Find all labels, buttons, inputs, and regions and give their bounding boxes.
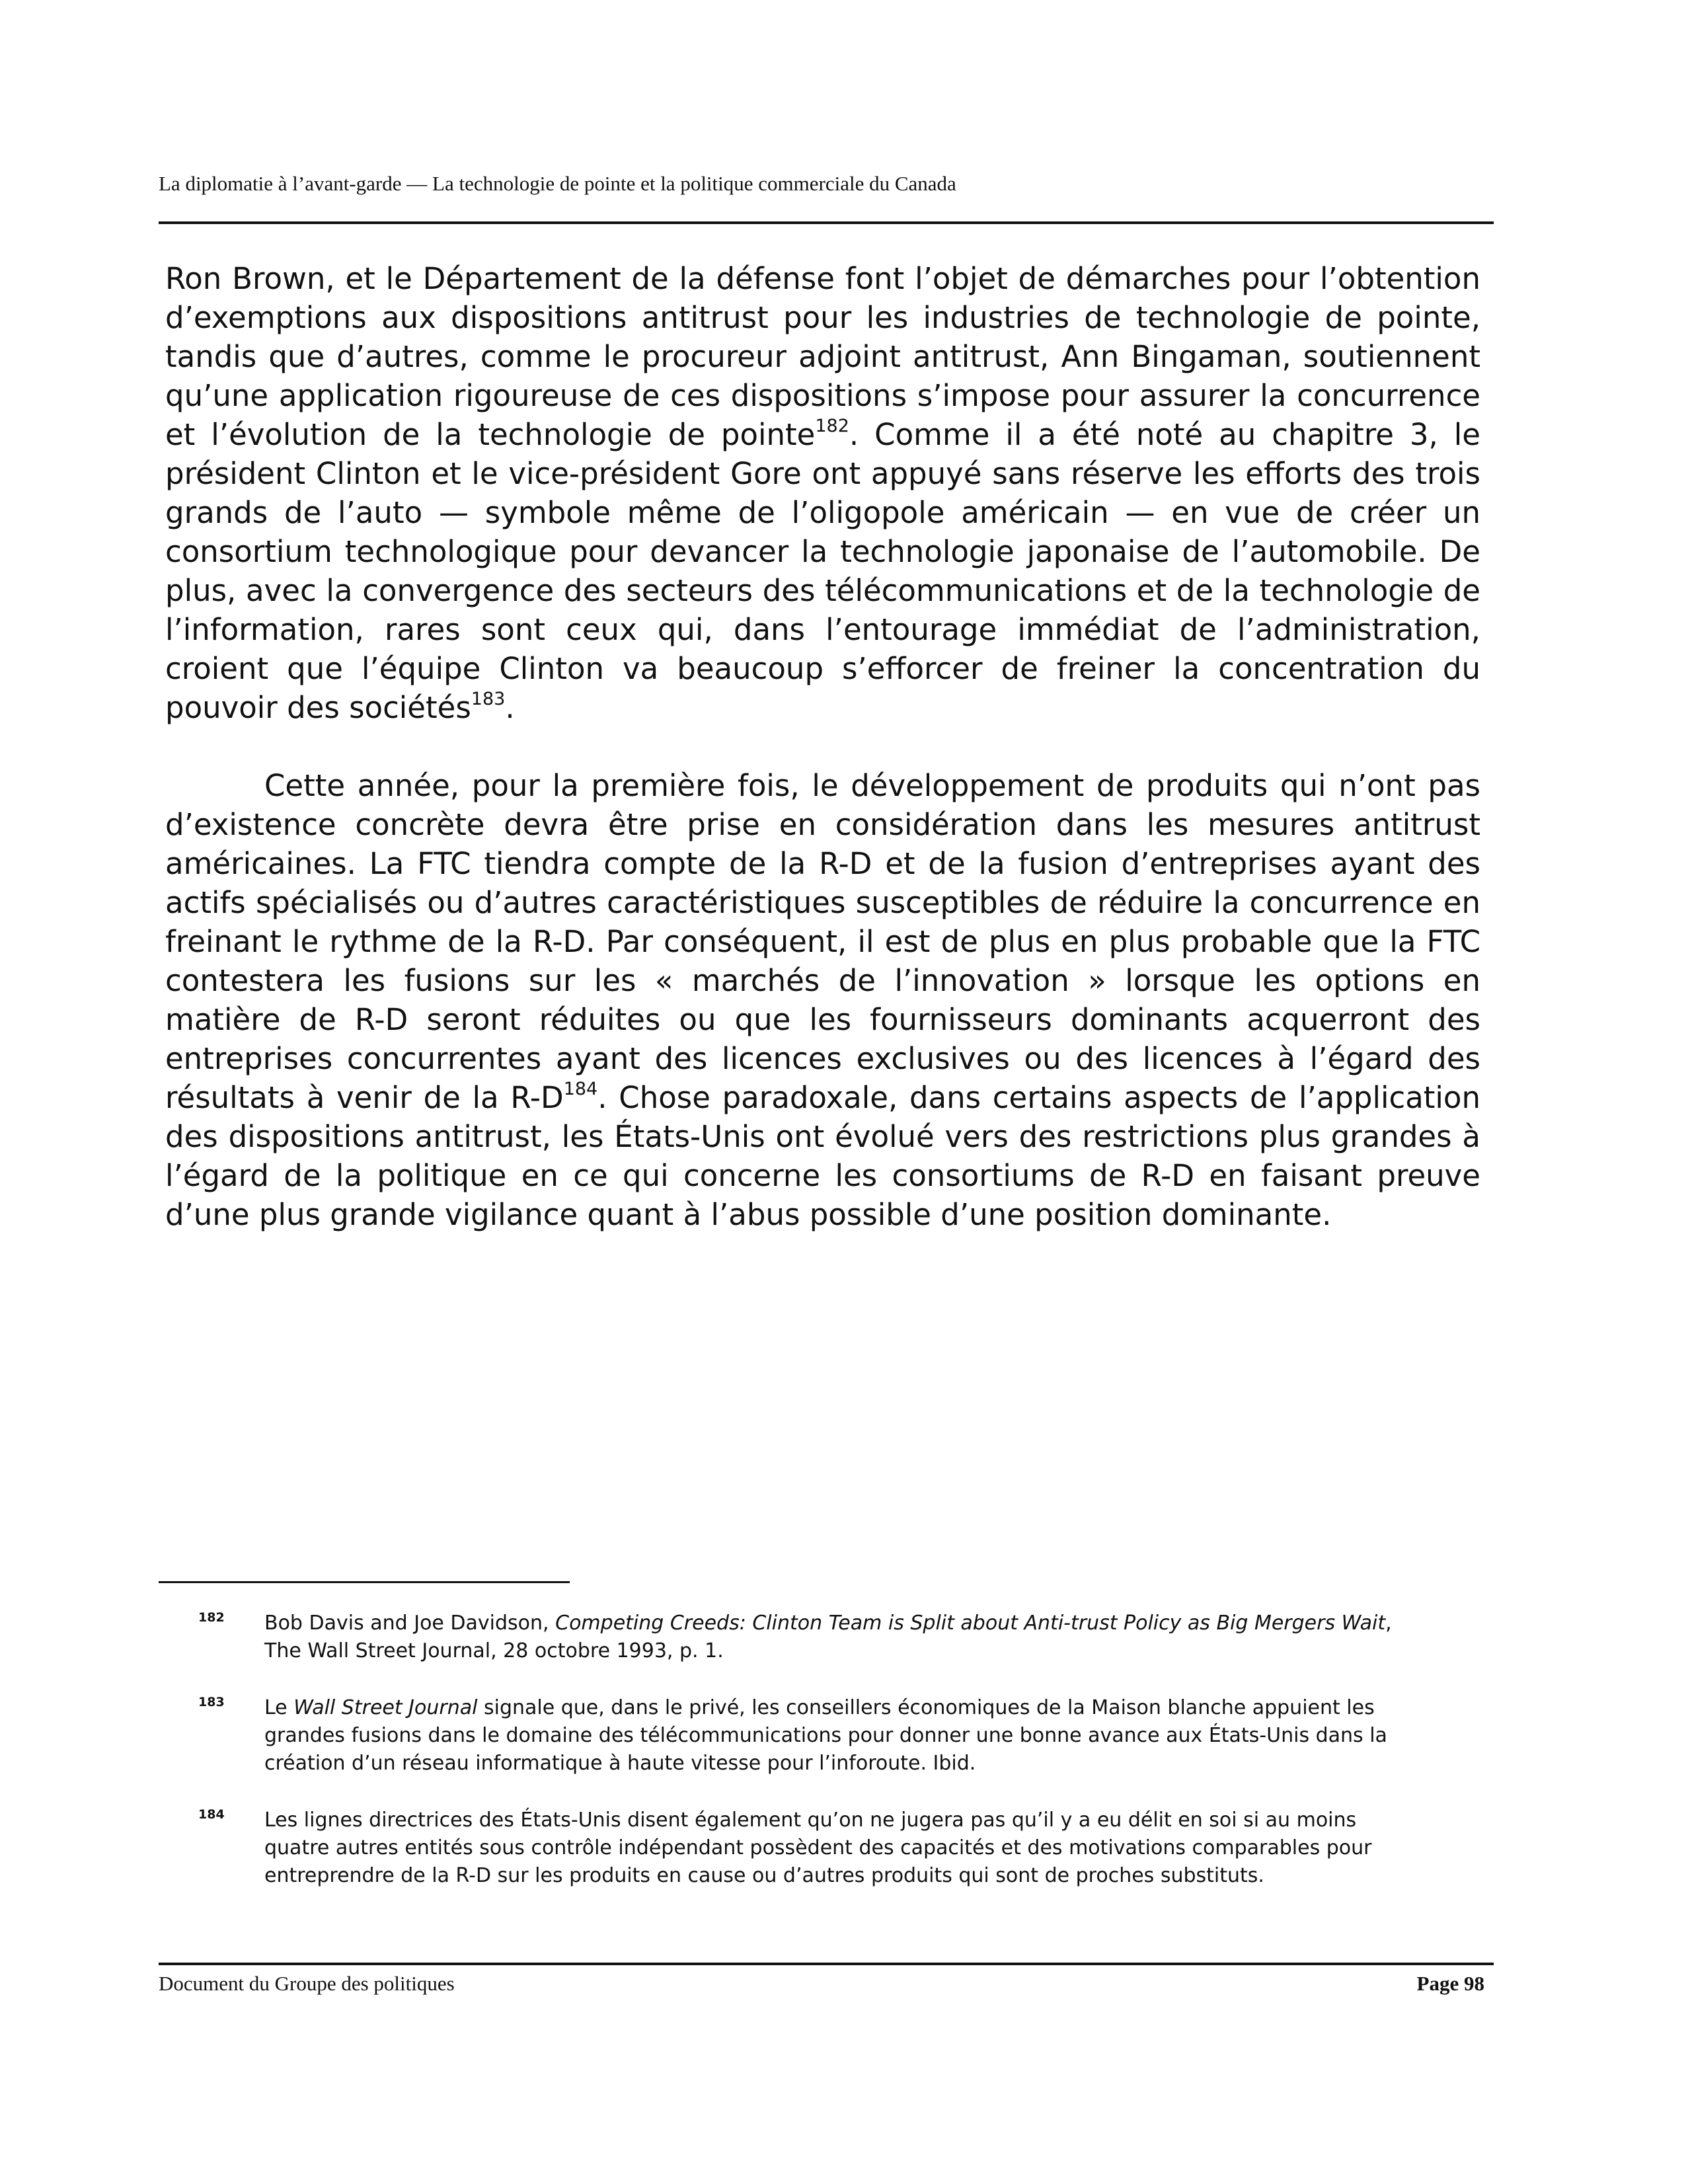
footnote-article-title: Competing Creeds: Clinton Team is Split about Anti-trust Policy as Big Mergers Wait <box>555 1612 1386 1635</box>
footnote-182 <box>159 1610 1414 1665</box>
header-rule <box>159 221 1494 224</box>
footer-rule <box>159 1963 1494 1965</box>
footnote-text: Les lignes directrices des États-Unis disent également qu’on ne jugera pas qu’il y a eu délit en soi si au moins quatre autres entités sous contrôle indépendant possèdent des capacités et des motivations comparables pour entreprendre de la R-D sur les produits en cause ou d’autres produits qui sont de proches substituts. <box>264 1809 1372 1887</box>
paragraph-1-text-a: Ron Brown, et le Département de la défense font l’objet de démarches pour l’obtention d’exemptions aux dispositions antitrust pour les industries de technologie de pointe, tandis que d’autres, comme le procureur adjoint antitrust, Ann Bingaman, soutiennent qu’une application rigoureuse de ces dispositions s’impose pour assurer la concurrence et l’évolution de la technologie de pointe <box>165 261 1480 452</box>
footnote-ref-182: 182 <box>815 415 849 436</box>
footnote-183 <box>159 1694 1414 1777</box>
footnote-journal-title: Wall Street Journal <box>293 1696 478 1719</box>
paragraph-1 <box>165 259 1480 727</box>
paragraph-2 <box>165 766 1480 1234</box>
footnote-body: signale que, dans le privé, les conseillers économiques de la Maison blanche appuient les grandes fusions dans le domaine des télécommunications pour donner une bonne avance aux États-Unis dans la création d’un réseau informatique à haute vitesse pour l’inforoute. Ibid. <box>264 1696 1387 1775</box>
footnote-number: 183 <box>198 1695 225 1709</box>
footnote-184 <box>159 1807 1414 1890</box>
footnote-number: 182 <box>198 1610 225 1625</box>
paragraph-2-text-a: Cette année, pour la première fois, le développement de produits qui n’ont pas d’existence concrète devra être prise en considération dans les mesures antitrust américaines. La FTC tiendra compte de la R-D et de la fusion d’entreprises ayant des actifs spécialisés ou d’autres caractéristiques susceptibles de réduire la concurrence en freinant le rythme de la R-D. Par conséquent, il est de plus en plus probable que la FTC contestera les fusions sur les « marchés de l’innovation » lorsque les options en matière de R-D seront réduites ou que les fournisseurs dominants acquerront des entreprises concurrentes ayant des licences exclusives ou des licences à l’égard des résultats à venir de la R-D <box>165 768 1480 1115</box>
footnote-text <box>264 1610 1414 1665</box>
paragraph-1-text-b: . Comme il a été noté au chapitre 3, le président Clinton et le vice-président Gore ont appuyé sans réserve les efforts des trois grands de l’auto — symbole même de l’oligopole américain — en vue de créer un consortium technologique pour devancer la technologie japonaise de l’automobile. De plus, avec la convergence des secteurs des télécommunications et de la technologie de l’information, rares sont ceux qui, dans l’entourage immédiat de l’administration, croient que l’équipe Clinton va beaucoup s’efforcer de freiner la concentration du pouvoir des sociétés <box>165 417 1480 725</box>
paragraph-1-text-c: . <box>505 690 515 725</box>
body-text <box>165 259 1480 1234</box>
paragraph-2-text-b: . Chose paradoxale, dans certains aspects de l’application des dispositions antitrust, les États-Unis ont évolué vers des restrictions plus grandes à l’égard de la politique en ce qui concerne les consortiums de R-D en faisant preuve d’une plus grande vigilance quant à l’abus possible d’une position dominante. <box>165 1080 1480 1232</box>
footer-document-label: Document du Groupe des politiques <box>159 1972 455 1995</box>
footnote-ref-184: 184 <box>563 1078 598 1099</box>
footnote-authors: Bob Davis and Joe Davidson, <box>264 1612 556 1635</box>
footnote-lead: Le <box>264 1696 294 1719</box>
footnote-citation: , The Wall Street Journal, 28 octobre 1993, p. 1. <box>264 1612 1392 1662</box>
footnotes <box>159 1610 1414 1890</box>
footnote-ref-183: 183 <box>471 688 506 709</box>
footnote-number: 184 <box>198 1807 225 1822</box>
running-header: La diplomatie à l’avant-garde — La technologie de pointe et la politique commerciale du Canada <box>159 172 956 195</box>
footnote-separator <box>159 1581 570 1583</box>
footnote-text <box>264 1694 1414 1777</box>
page-number: Page 98 <box>1416 1972 1484 1995</box>
